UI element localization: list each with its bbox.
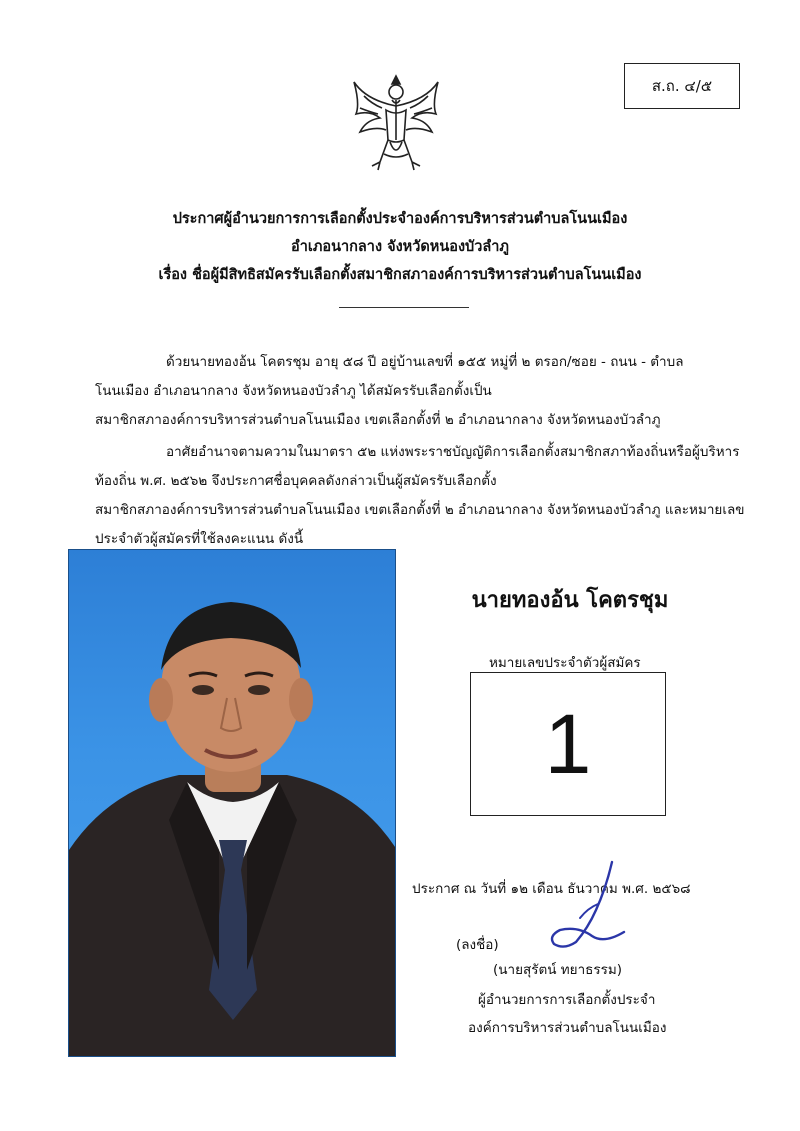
paragraph2-line-1: อาศัยอำนาจตามความในมาตรา ๕๒ แห่งพระราชบัญญัติการเลือกตั้งสมาชิกสภาท้องถิ่นหรือผู้บริหาร	[166, 444, 740, 460]
candidate-name: นายทองอ้น โคตรชุม	[471, 588, 669, 613]
paragraph1-line-3: สมาชิกสภาองค์การบริหารส่วนตำบลโนนเมือง เขตเลือกตั้งที่ ๒ อำเภอนากลาง จังหวัดหนองบัวลำภู	[95, 412, 661, 428]
paragraph1-line-2: โนนเมือง อำเภอนากลาง จังหวัดหนองบัวลำภู ได้สมัครรับเลือกตั้งเป็น	[95, 383, 492, 399]
form-code-box	[624, 63, 740, 109]
announcement-date: ประกาศ ณ วันที่ ๑๒ เดือน ธันวาคม พ.ศ. ๒๕๖๘	[412, 881, 691, 897]
heading-line-3: เรื่อง ชื่อผู้มีสิทธิสมัครรับเลือกตั้งสมาชิกสภาองค์การบริหารส่วนตำบลโนนเมือง	[158, 267, 642, 283]
paragraph1-line-1: ด้วยนายทองอ้น โคตรชุม อายุ ๕๘ ปี อยู่บ้านเลขที่ ๑๕๕ หมู่ที่ ๒ ตรอก/ซอย - ถนน - ตำบล	[166, 354, 684, 370]
heading-divider	[339, 307, 469, 308]
candidate-number: 1	[544, 696, 592, 791]
paragraph2-line-3: สมาชิกสภาองค์การบริหารส่วนตำบลโนนเมือง เขตเลือกตั้งที่ ๒ อำเภอนากลาง จังหวัดหนองบัวลำภู และหมายเลข	[95, 502, 745, 518]
heading-line-2: อำเภอนากลาง จังหวัดหนองบัวลำภู	[291, 239, 509, 255]
heading-line-1: ประกาศผู้อำนวยการการเลือกตั้งประจำองค์การบริหารส่วนตำบลโนนเมือง	[172, 211, 628, 227]
form-code: ส.ถ. ๔/๕	[651, 77, 713, 95]
signer-title-line-1: ผู้อำนวยการการเลือกตั้งประจำ	[478, 992, 656, 1008]
paragraph2-line-4: ประจำตัวผู้สมัครที่ใช้ลงคะแนน ดังนี้	[95, 531, 304, 547]
candidate-portrait-image	[69, 550, 396, 1057]
signer-name: (นายสุรัตน์ ทยาธรรม)	[493, 962, 623, 978]
candidate-photo	[68, 549, 396, 1057]
handwritten-signature	[540, 858, 630, 953]
paragraph2-line-2: ท้องถิ่น พ.ศ. ๒๕๖๒ จึงประกาศชื่อบุคคลดังกล่าวเป็นผู้สมัครรับเลือกตั้ง	[95, 473, 497, 489]
candidate-number-label: หมายเลขประจำตัวผู้สมัคร	[489, 655, 641, 671]
signed-label: (ลงชื่อ)	[456, 937, 499, 953]
candidate-number-box	[470, 672, 666, 816]
signer-title-line-2: องค์การบริหารส่วนตำบลโนนเมือง	[468, 1020, 667, 1036]
garuda-emblem-icon	[346, 70, 446, 172]
